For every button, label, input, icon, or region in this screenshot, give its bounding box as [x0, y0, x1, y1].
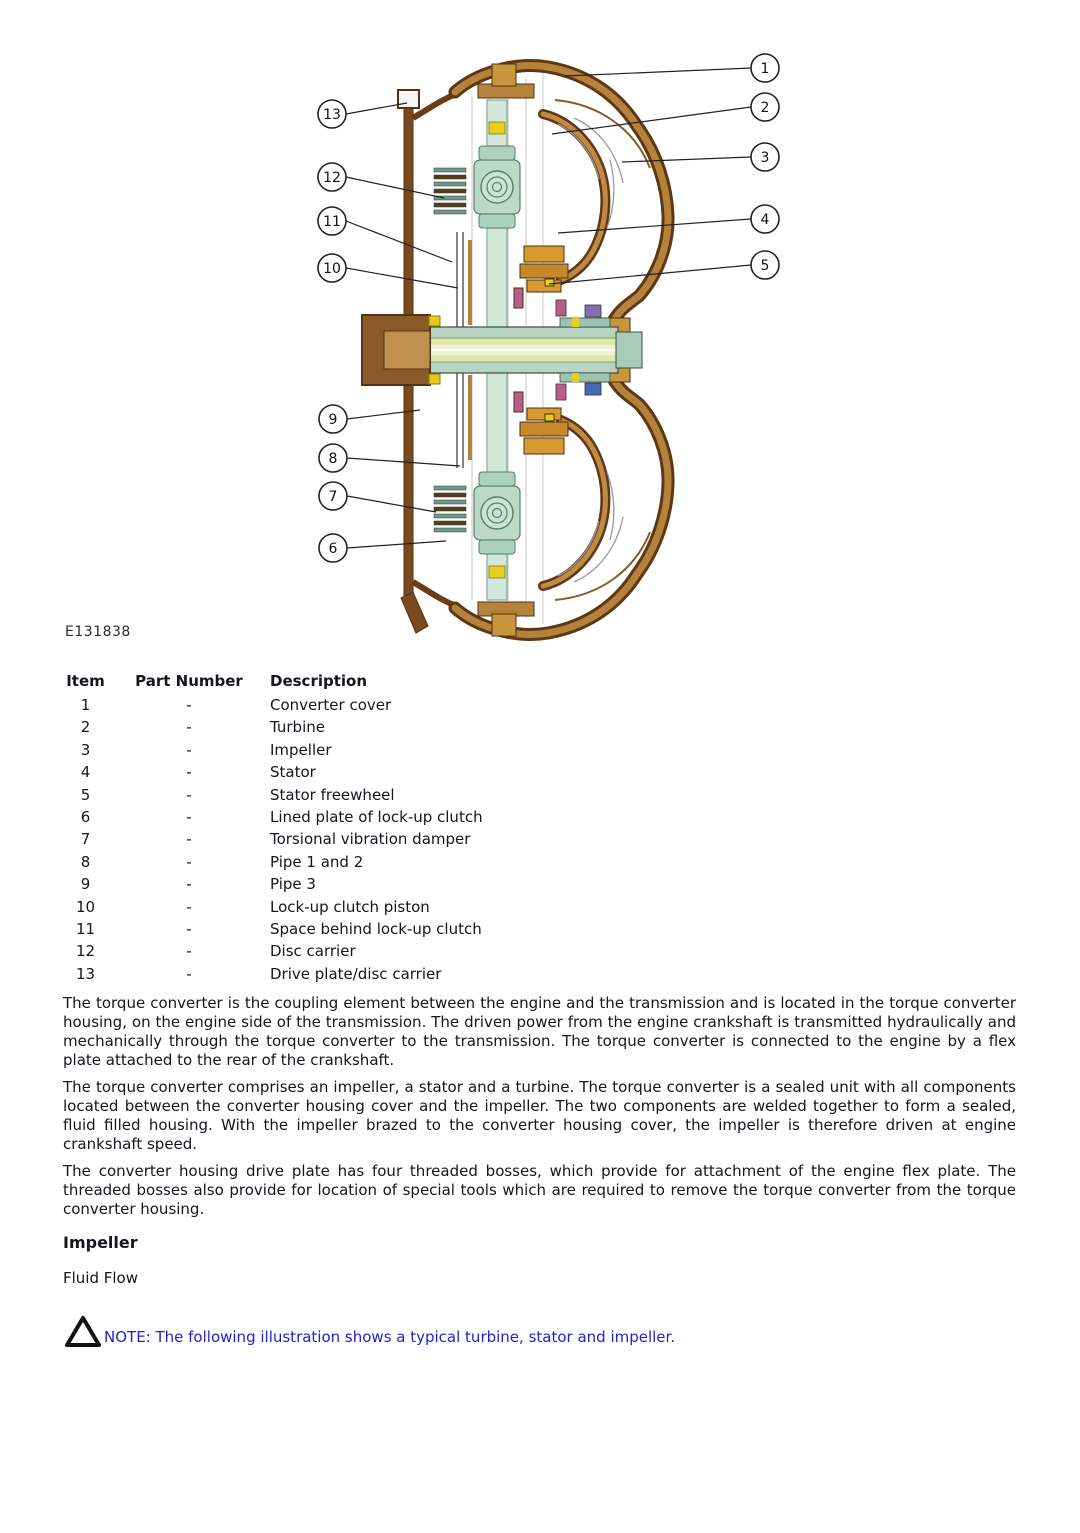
svg-text:3: 3 [760, 150, 770, 166]
item-cell: 9 [80, 875, 91, 894]
callout-11 [318, 207, 452, 262]
callout-6 [319, 534, 446, 562]
part-cell: - [186, 920, 192, 939]
fluid-flow-label: Fluid Flow [63, 1269, 138, 1288]
part-cell: - [186, 897, 192, 916]
parts-table [63, 668, 1016, 985]
body-paragraph-1: The torque converter is the coupling element between the engine and the transmission and is located in the torque converter housing, on the engine side of the transmission. The driven power from the engine crankshaft is transmitted hydraulically and mechanically through the torque converter to the transmission. The torque converter is connected to the engine by a flex plate attached to the rear of the crankshaft. [63, 994, 1016, 1070]
desc-cell: Lined plate of lock-up clutch [270, 808, 483, 827]
page-content [63, 668, 1016, 1350]
note-text: NOTE: The following illustration shows a typical turbine, stator and impeller. [104, 1328, 676, 1347]
part-cell: - [186, 763, 192, 782]
callout-12 [318, 163, 444, 198]
svg-text:10: 10 [323, 261, 341, 277]
item-cell: 5 [80, 785, 91, 804]
torque-converter-figure [0, 0, 1080, 650]
desc-cell: Turbine [270, 718, 325, 737]
part-cell: - [186, 964, 192, 983]
desc-cell: Disc carrier [270, 942, 356, 961]
note-block [63, 1314, 1016, 1350]
callout-8 [319, 444, 460, 472]
table-header-item: Item [66, 672, 105, 690]
warning-triangle-icon [63, 1314, 103, 1350]
desc-cell: Drive plate/disc carrier [270, 964, 442, 983]
body-paragraph-2: The torque converter comprises an impeller, a stator and a turbine. The torque converter is a sealed unit with all components located between the converter housing cover and the impeller. The two components are welded together to form a sealed, fluid filled housing. With the impeller brazed to the converter housing cover, the impeller is therefore driven at engine crankshaft speed. [63, 1078, 1016, 1154]
svg-text:4: 4 [760, 212, 770, 228]
callout-2 [552, 93, 779, 134]
item-cell: 3 [80, 740, 91, 759]
desc-cell: Space behind lock-up clutch [270, 920, 482, 939]
svg-text:13: 13 [323, 107, 341, 123]
svg-text:5: 5 [760, 258, 770, 274]
part-cell: - [186, 852, 192, 871]
svg-text:11: 11 [323, 214, 341, 230]
svg-text:12: 12 [323, 170, 341, 186]
callout-10 [318, 254, 458, 288]
desc-cell: Pipe 1 and 2 [270, 852, 364, 871]
mounting-bracket [362, 315, 440, 385]
desc-cell: Converter cover [270, 696, 392, 714]
item-cell: 13 [75, 964, 96, 983]
body-paragraph-3: The converter housing drive plate has four threaded bosses, which provide for attachment of the engine flex plate. The threaded bosses also provide for location of special tools which are required to remove the torque converter from the torque converter housing. [63, 1162, 1016, 1219]
part-cell: - [186, 718, 192, 737]
svg-text:6: 6 [328, 541, 338, 557]
part-cell: - [186, 696, 192, 714]
svg-text:8: 8 [328, 451, 338, 467]
callout-1 [565, 54, 779, 82]
part-cell: - [186, 785, 192, 804]
figure-reference-label: E131838 [65, 624, 131, 640]
item-cell: 1 [80, 696, 91, 714]
item-cell: 2 [80, 718, 91, 737]
callout-13 [318, 100, 407, 128]
svg-text:2: 2 [760, 100, 770, 116]
part-cell: - [186, 740, 192, 759]
svg-text:7: 7 [328, 489, 338, 505]
desc-cell: Pipe 3 [270, 875, 316, 894]
item-cell: 6 [80, 808, 91, 827]
table-header-description: Description [270, 672, 368, 690]
item-cell: 8 [80, 852, 91, 871]
item-cell: 11 [75, 920, 96, 939]
callout-7 [319, 482, 436, 512]
item-cell: 10 [75, 897, 96, 916]
part-cell: - [186, 808, 192, 827]
item-cell: 7 [80, 830, 91, 849]
part-cell: - [186, 830, 192, 849]
svg-text:9: 9 [328, 412, 338, 428]
item-cell: 12 [75, 942, 96, 961]
desc-cell: Impeller [270, 740, 332, 759]
impeller-heading: Impeller [63, 1233, 138, 1253]
svg-text:1: 1 [760, 61, 770, 77]
torque-converter-diagram [0, 0, 1080, 650]
desc-cell: Stator [270, 763, 316, 782]
item-cell: 4 [80, 763, 91, 782]
desc-cell: Stator freewheel [270, 785, 395, 804]
desc-cell: Lock-up clutch piston [270, 897, 430, 916]
part-cell: - [186, 942, 192, 961]
part-cell: - [186, 875, 192, 894]
table-header-part-number: Part Number [135, 672, 243, 690]
desc-cell: Torsional vibration damper [270, 830, 471, 849]
